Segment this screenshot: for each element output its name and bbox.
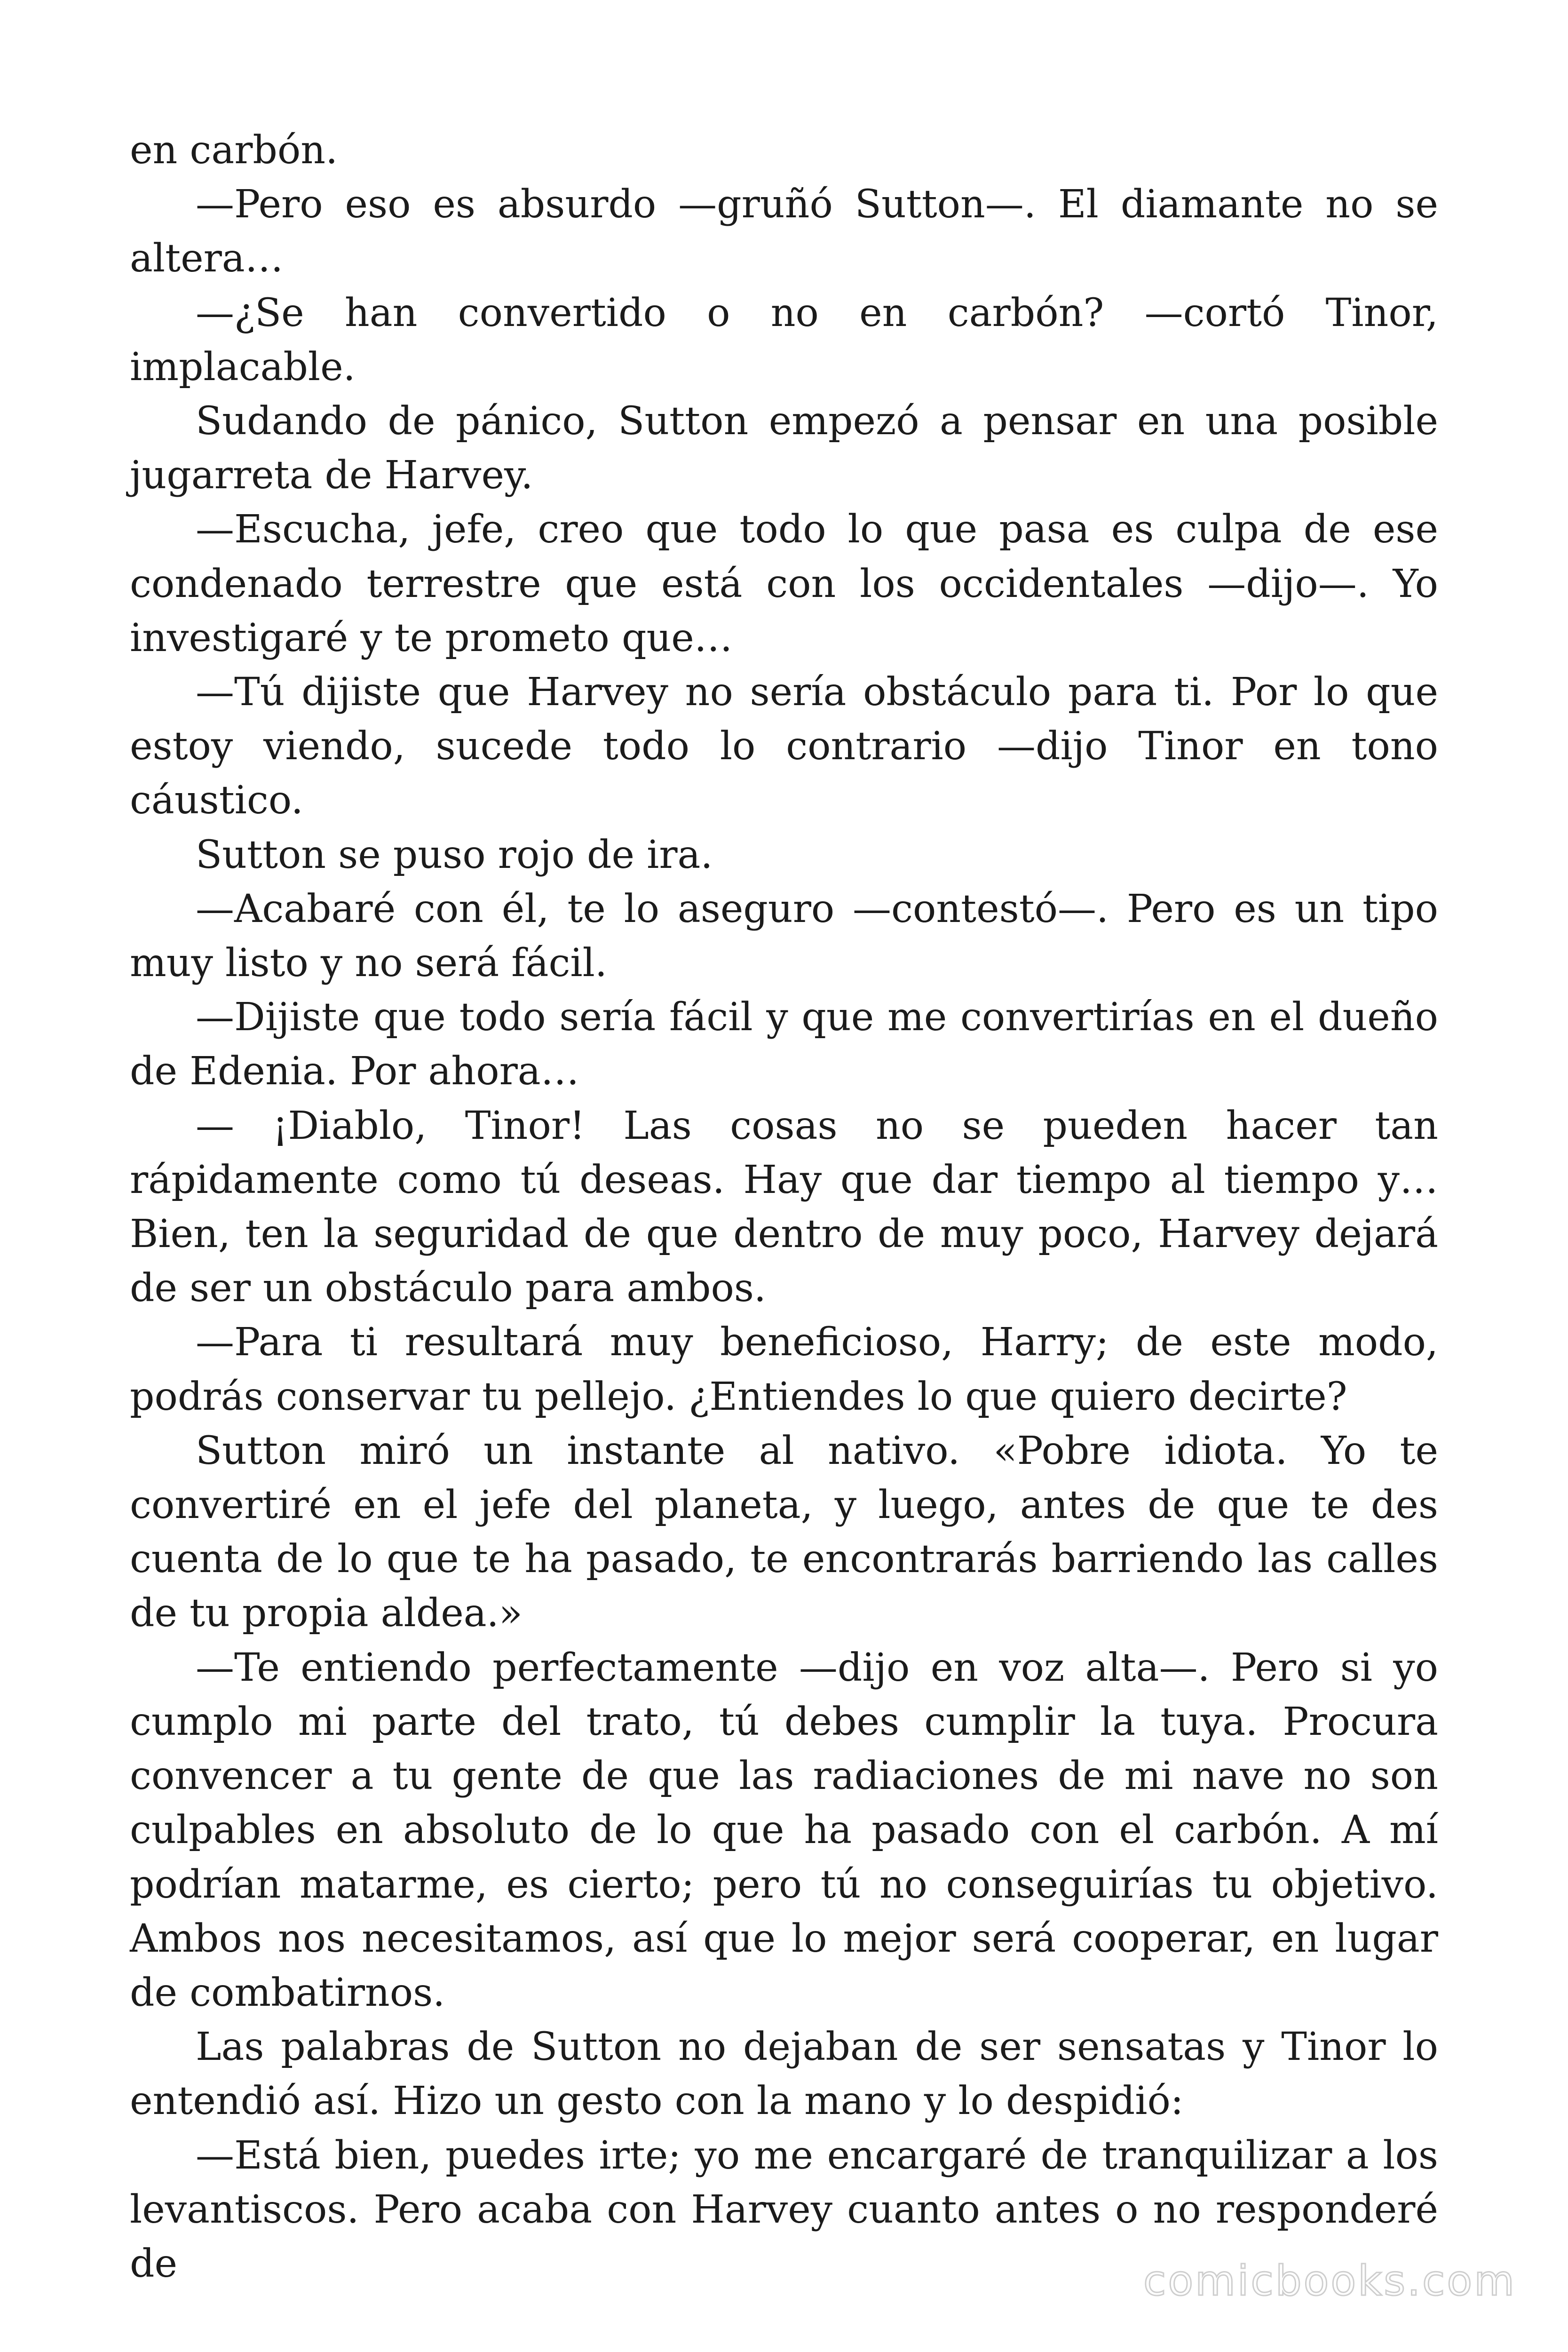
paragraph: Sutton miró un instante al nativo. «Pobre idiota. Yo te convertiré en el jefe del planeta, y luego, antes de que te des cuenta de lo que te ha pasado, te encontrarás barriendo las calles de tu propia aldea.» bbox=[130, 1428, 1438, 1636]
paragraph: —Te entiendo perfectamente —dijo en voz alta—. Pero si yo cumplo mi parte del trato, tú debes cumplir la tuya. Procura convencer a tu gente de que las radiaciones de mi nave no son culpables en absoluto de lo que ha pasado con el carbón. A mí podrían matarme, es cierto; pero tú no conseguirías tu objetivo. Ambos nos necesitamos, así que lo mejor será cooperar, en lugar de combatirnos. bbox=[130, 1645, 1438, 2015]
paragraph: —Tú dijiste que Harvey no sería obstáculo para ti. Por lo que estoy viendo, sucede todo lo contrario —dijo Tinor en tono cáustico. bbox=[130, 670, 1438, 823]
paragraph: —Dijiste que todo sería fácil y que me convertirías en el dueño de Edenia. Por ahora… bbox=[130, 995, 1438, 1094]
paragraph: Sutton se puso rojo de ira. bbox=[196, 832, 713, 877]
paragraph: —¿Se han convertido o no en carbón? —cortó Tinor, implacable. bbox=[130, 290, 1438, 389]
paragraph: —Para ti resultará muy beneficioso, Harry; de este modo, podrás conservar tu pellejo. ¿Entiendes lo que quiero decirte? bbox=[130, 1320, 1438, 1419]
paragraph: —Pero eso es absurdo —gruñó Sutton—. El diamante no se altera… bbox=[130, 182, 1438, 281]
paragraph: Las palabras de Sutton no dejaban de ser sensatas y Tinor lo entendió así. Hizo un gesto con la mano y lo despidió: bbox=[130, 2025, 1438, 2124]
paragraph: Sudando de pánico, Sutton empezó a pensar en una posible jugarreta de Harvey. bbox=[130, 399, 1438, 498]
paragraph: en carbón. bbox=[130, 128, 338, 173]
paragraph: — ¡Diablo, Tinor! Las cosas no se pueden hacer tan rápidamente como tú deseas. Hay que dar tiempo al tiempo y… Bien, ten la seguridad de que dentro de muy poco, Harvey dejará de ser un obstáculo para ambos. bbox=[130, 1103, 1438, 1311]
paragraph: —Escucha, jefe, creo que todo lo que pasa es culpa de ese condenado terrestre que está con los occidentales —dijo—. Yo investigaré y te prometo que… bbox=[130, 507, 1438, 660]
page-body bbox=[130, 123, 1438, 2291]
paragraph: —Acabaré con él, te lo aseguro —contestó—. Pero es un tipo muy listo y no será fácil. bbox=[130, 886, 1438, 986]
watermark: comicbooks.com bbox=[1143, 2257, 1516, 2305]
paragraph: —Está bien, puedes irte; yo me encargaré de tranquilizar a los levantiscos. Pero acaba con Harvey cuanto antes o no responderé de bbox=[130, 2133, 1438, 2286]
